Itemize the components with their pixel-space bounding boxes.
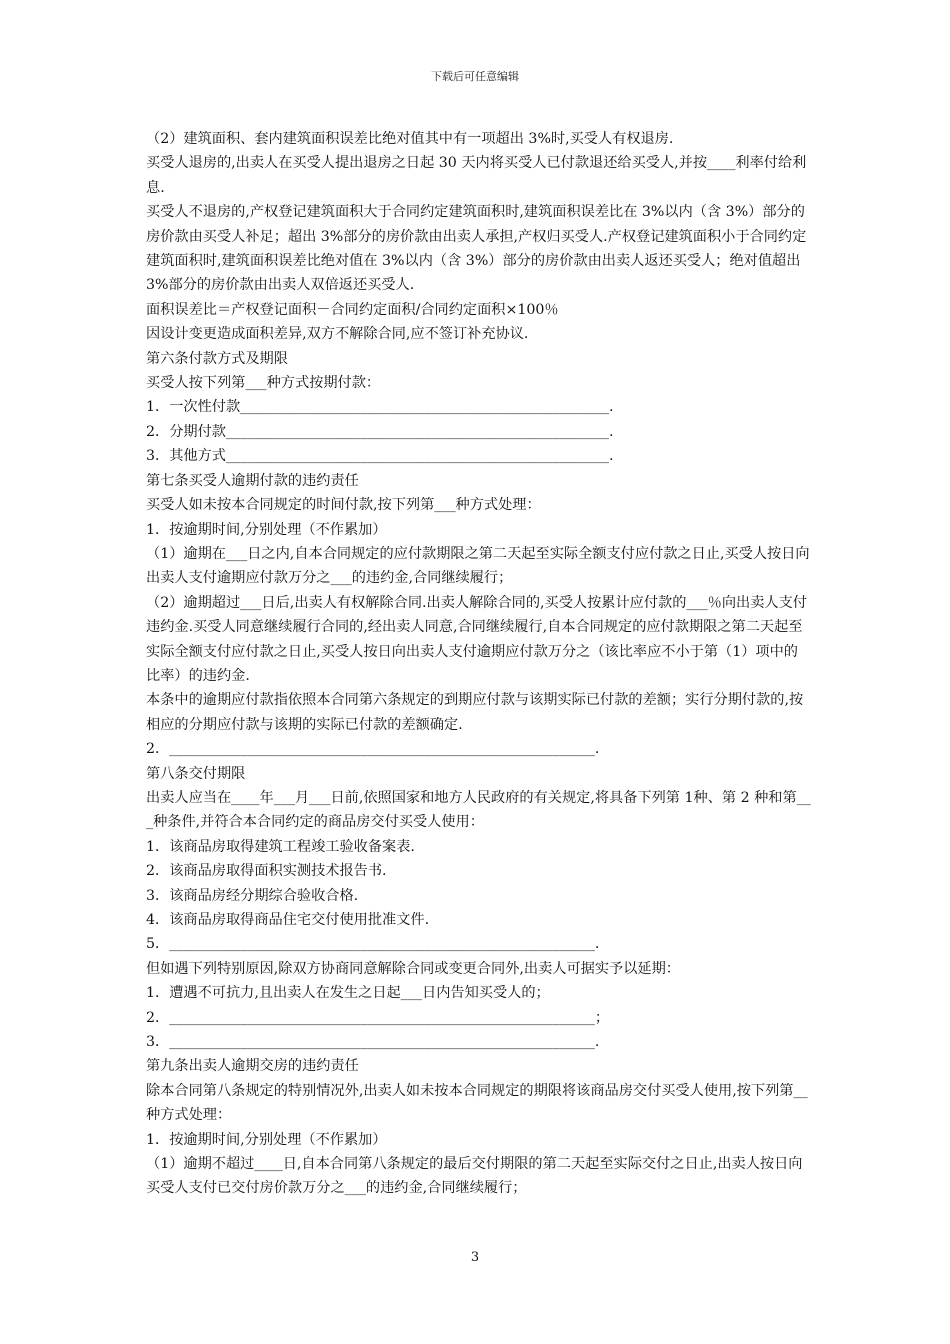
paragraph: （1）逾期不超过____日,自本合同第八条规定的最后交付期限的第二天起至实际交付之日止,出卖人按日向买受人支付已交付房价款万分之___的违约金,合同继续履行； bbox=[146, 1156, 803, 1197]
document-body bbox=[146, 127, 811, 1201]
paragraph: 但如遇下列特别原因,除双方协商同意解除合同或变更合同外,出卖人可据实予以延期： bbox=[146, 960, 680, 977]
section-heading: 第九条出卖人逾期交房的违约责任 bbox=[146, 1058, 359, 1075]
paragraph: （2）建筑面积、套内建筑面积误差比绝对值其中有一项超出 3%时,买受人有权退房. bbox=[146, 131, 674, 147]
paragraph: 出卖人应当在____年___月___日前,依照国家和地方人民政府的有关规定,将具备下列第 1种、第 2 种和第___种条件,并符合本合同约定的商品房交付买受人使用： bbox=[146, 789, 811, 831]
paragraph: 买受人按下列第___种方式按期付款： bbox=[146, 375, 381, 392]
list-item: 2．____________________________________________________________. bbox=[146, 741, 600, 758]
list-item: 2．该商品房取得面积实测技术报告书. bbox=[146, 863, 387, 880]
list-item: 3．其他方式______________________________________________________. bbox=[146, 448, 614, 465]
paragraph: 买受人不退房的,产权登记建筑面积大于合同约定建筑面积时,建筑面积误差比在 3%以内（含 3%）部分的房价款由买受人补足；超出 3%部分的房价款由出卖人承担,产权归买受人.产权登记建筑面积小于合同约定建筑面积时,建筑面积误差比绝对值在 3%以内（含 3%）部分的房价款由出卖人返还买受人；绝对值超出 3%部分的房价款由出卖人双倍返还买受人. bbox=[146, 204, 807, 294]
list-item: 1．该商品房取得建筑工程竣工验收备案表. bbox=[146, 838, 415, 855]
list-item: 1．遭遇不可抗力,且出卖人在发生之日起___日内告知买受人的； bbox=[146, 985, 550, 1002]
list-item: 2．分期付款______________________________________________________. bbox=[146, 423, 614, 440]
paragraph: 因设计变更造成面积差异,双方不解除合同,应不签订补充协议. bbox=[146, 326, 529, 343]
paragraph: 本条中的逾期应付款指依照本合同第六条规定的到期应付款与该期实际已付款的差额；实行分期付款的,按相应的分期应付款与该期的实际已付款的差额确定. bbox=[146, 692, 804, 733]
list-item: 3．该商品房经分期综合验收合格. bbox=[146, 887, 359, 904]
paragraph: 买受人如未按本合同规定的时间付款,按下列第___种方式处理： bbox=[146, 497, 541, 514]
list-item: 3．____________________________________________________________. bbox=[146, 1034, 600, 1051]
paragraph: 买受人退房的,出卖人在买受人提出退房之日起 30 天内将买受人已付款退还给买受人,并按____利率付给利息. bbox=[146, 155, 807, 196]
section-heading: 第六条付款方式及期限 bbox=[146, 350, 288, 367]
list-item: 1．按逾期时间,分别处理（不作累加） bbox=[146, 521, 387, 538]
list-item: 1．一次性付款____________________________________________________. bbox=[146, 399, 614, 416]
list-item: 2．____________________________________________________________； bbox=[146, 1009, 610, 1026]
paragraph: 除本合同第八条规定的特别情况外,出卖人如未按本合同规定的期限将该商品房交付买受人使用,按下列第__种方式处理： bbox=[146, 1082, 808, 1124]
page-header: 下载后可任意编辑 bbox=[431, 70, 519, 83]
paragraph: （1）逾期在___日之内,自本合同规定的应付款期限之第二天起至实际全额支付应付款之日止,买受人按日向出卖人支付逾期应付款万分之___的违约金,合同继续履行； bbox=[146, 545, 810, 587]
list-item: 1．按逾期时间,分别处理（不作累加） bbox=[146, 1131, 387, 1148]
section-heading: 第七条买受人逾期付款的违约责任 bbox=[146, 472, 359, 489]
list-item: 5．____________________________________________________________. bbox=[146, 936, 600, 953]
paragraph: （2）逾期超过___日后,出卖人有权解除合同.出卖人解除合同的,买受人按累计应付款的___％向出卖人支付违约金.买受人同意继续履行合同的,经出卖人同意,合同继续履行,自本合同规定的应付款期限之第二天起至实际全额支付应付款之日止,买受人按日向出卖人支付逾期应付款万分之（该比率应不小于第（1）项中的比率）的违约金. bbox=[146, 594, 807, 684]
paragraph: 面积误差比＝产权登记面积－合同约定面积/合同约定面积×100％ bbox=[146, 301, 559, 318]
page-number: 3 bbox=[470, 1250, 480, 1265]
section-heading: 第八条交付期限 bbox=[146, 765, 246, 782]
list-item: 4．该商品房取得商品住宅交付使用批准文件. bbox=[146, 912, 430, 928]
